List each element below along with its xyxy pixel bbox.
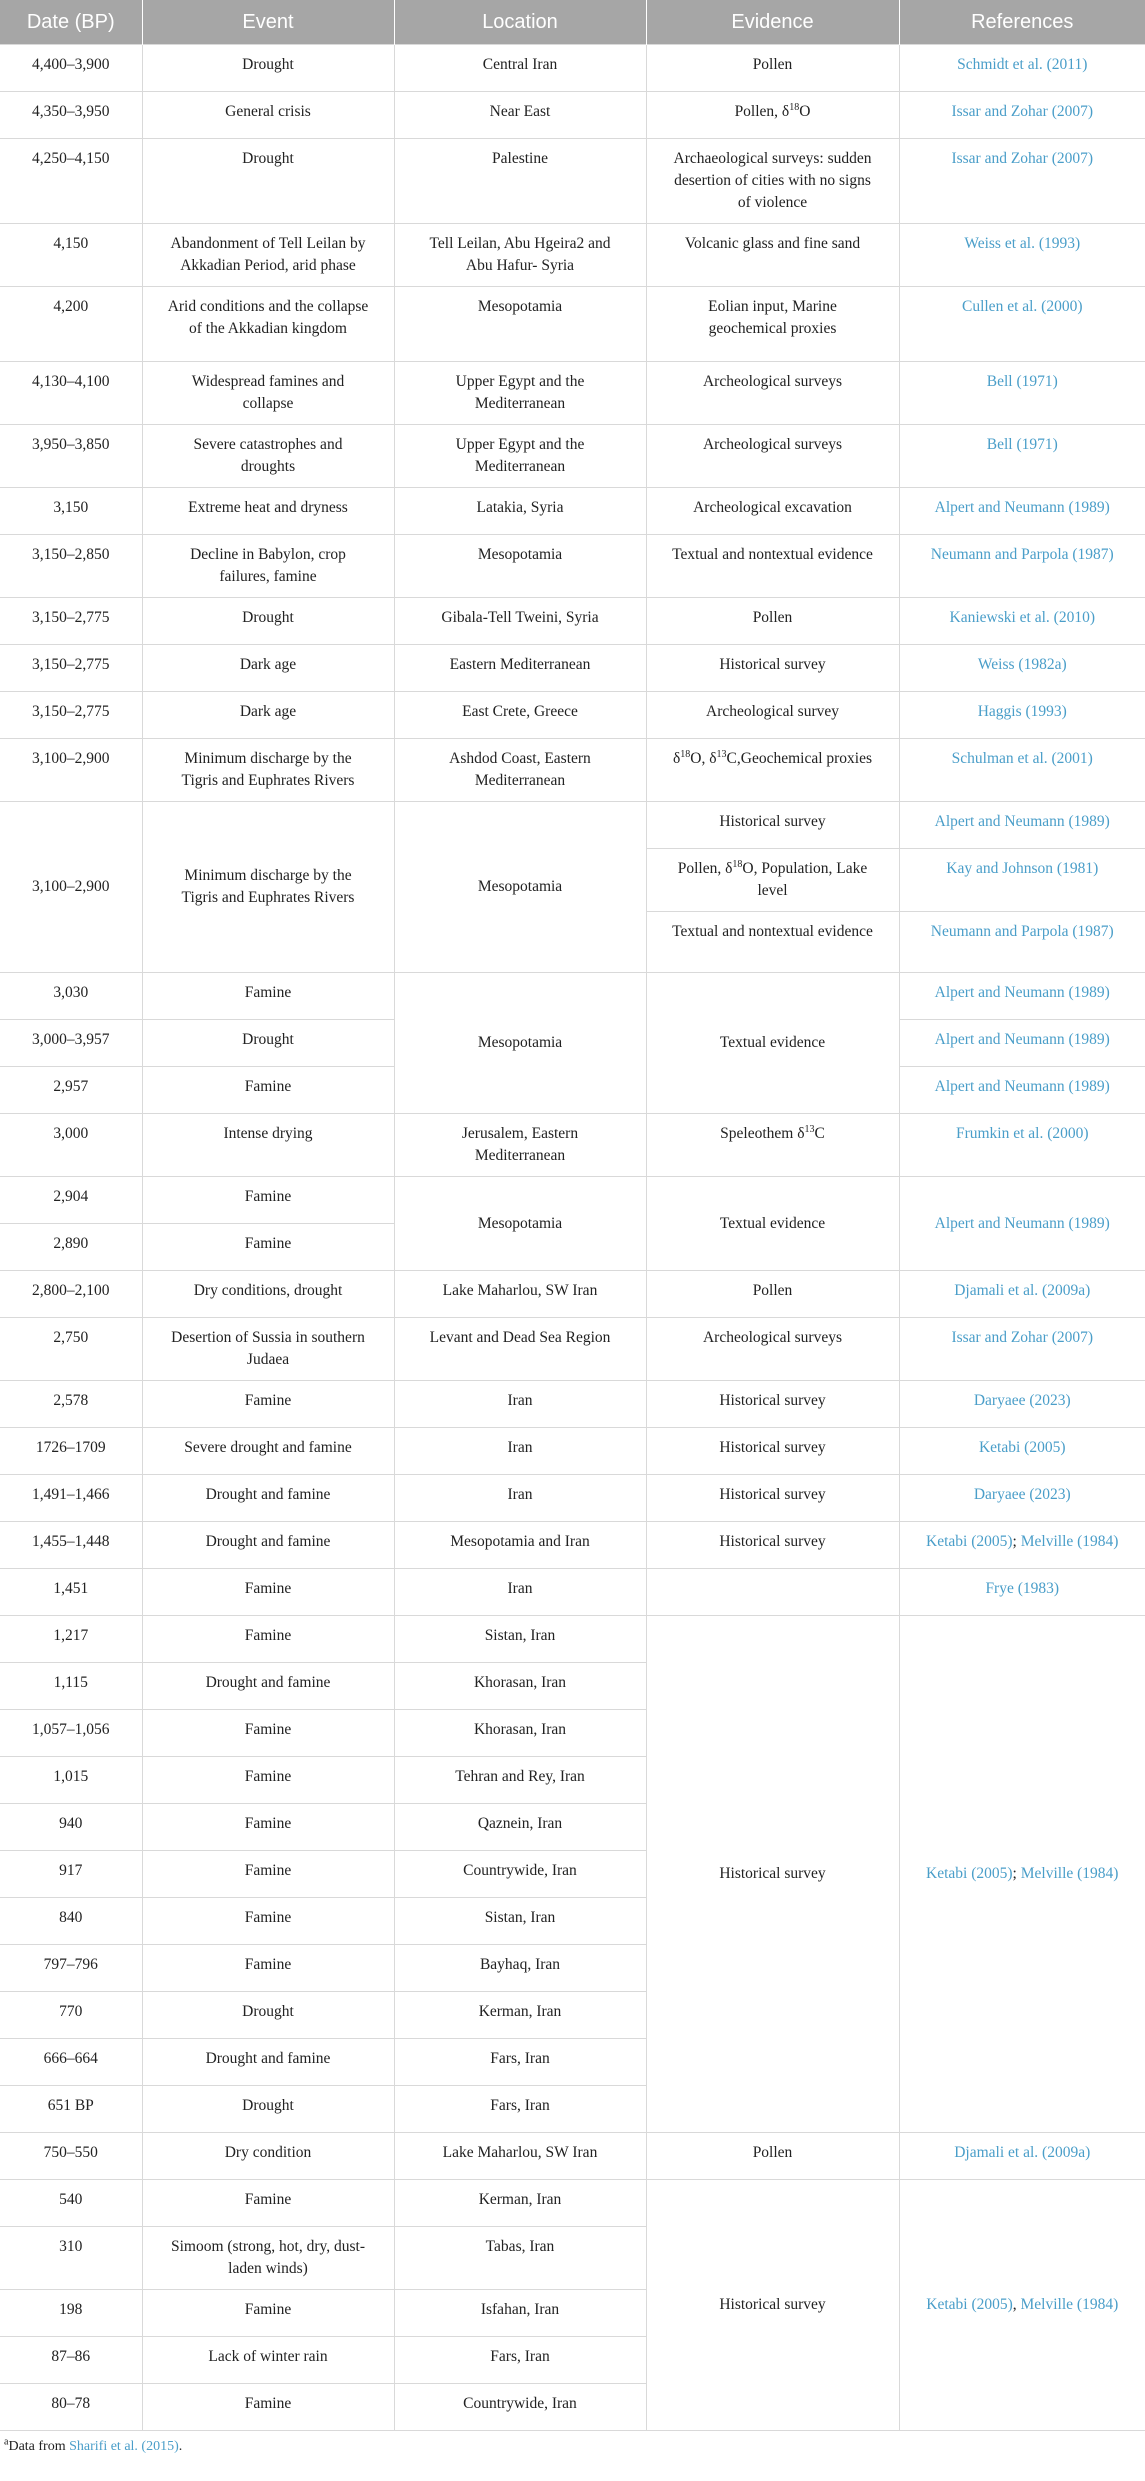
- event-cell: Drought and famine: [142, 2039, 394, 2086]
- evidence-cell: Pollen, $\delta^{18}O$: [646, 92, 899, 139]
- event-cell: Abandonment of Tell Leilan by Akkadian Period, arid phase: [142, 224, 394, 287]
- table-row: [0, 1114, 1145, 1177]
- location-cell: Countrywide, Iran: [394, 2384, 646, 2431]
- event-cell: Famine: [142, 1945, 394, 1992]
- location-cell: Qaznein, Iran: [394, 1804, 646, 1851]
- evidence-cell: Historical survey: [646, 1381, 899, 1428]
- event-cell: Minimum discharge by the Tigris and Euphrates Rivers: [142, 739, 394, 802]
- table-row: [0, 2133, 1145, 2180]
- event-cell: Drought: [142, 2086, 394, 2133]
- location-cell: Jerusalem, Eastern Mediterranean: [394, 1114, 646, 1177]
- date-cell: 80–78: [0, 2384, 142, 2431]
- date-cell: 3,150–2,850: [0, 535, 142, 598]
- event-cell: Drought and famine: [142, 1663, 394, 1710]
- event-cell: Famine: [142, 1804, 394, 1851]
- location-cell: Bayhaq, Iran: [394, 1945, 646, 1992]
- reference-link[interactable]: Neumann and Parpola (1987): [899, 535, 1145, 598]
- event-cell: Famine: [142, 1177, 394, 1224]
- reference-link[interactable]: Alpert and Neumann (1989): [899, 1067, 1145, 1114]
- event-cell: Dark age: [142, 692, 394, 739]
- reference-link[interactable]: Schmidt et al. (2011): [899, 45, 1145, 92]
- table-row: [0, 1475, 1145, 1522]
- location-cell: Levant and Dead Sea Region: [394, 1318, 646, 1381]
- event-cell: Drought and famine: [142, 1475, 394, 1522]
- reference-link[interactable]: Alpert and Neumann (1989): [899, 488, 1145, 535]
- reference-link[interactable]: Ketabi (2005): [899, 1428, 1145, 1475]
- location-cell: Sistan, Iran: [394, 1616, 646, 1663]
- reference-link[interactable]: Kaniewski et al. (2010): [899, 598, 1145, 645]
- table-row: [0, 1381, 1145, 1428]
- table-row: [0, 645, 1145, 692]
- table-row: [0, 1177, 1145, 1224]
- date-cell: 1,217: [0, 1616, 142, 1663]
- location-cell: Palestine: [394, 139, 646, 224]
- date-cell: 3,150: [0, 488, 142, 535]
- location-cell: Tell Leilan, Abu Hgeira2 and Abu Hafur- Syria: [394, 224, 646, 287]
- evidence-cell: Pollen, $\delta^{18}O$, Population, Lake level: [646, 849, 899, 912]
- table-row: [0, 224, 1145, 287]
- event-cell: Famine: [142, 1067, 394, 1114]
- table-row: [0, 488, 1145, 535]
- ref-link[interactable]: Melville (1984): [1020, 2296, 1119, 2313]
- date-cell: 2,904: [0, 1177, 142, 1224]
- reference-link[interactable]: Djamali et al. (2009a): [899, 1271, 1145, 1318]
- date-cell: 3,150–2,775: [0, 692, 142, 739]
- date-cell: 3,150–2,775: [0, 645, 142, 692]
- ref-link[interactable]: Melville (1984): [1020, 1533, 1119, 1550]
- reference-link[interactable]: Weiss (1982a): [899, 645, 1145, 692]
- footnote-end: .: [178, 2439, 183, 2454]
- event-cell: Drought: [142, 1992, 394, 2039]
- reference-link[interactable]: Daryaee (2023): [899, 1381, 1145, 1428]
- table-row: [0, 1569, 1145, 1616]
- location-cell: Khorasan, Iran: [394, 1710, 646, 1757]
- evidence-cell: Historical survey: [646, 1522, 899, 1569]
- reference-cell: Ketabi (2005); Melville (1984): [899, 1522, 1145, 1569]
- event-cell: Famine: [142, 1710, 394, 1757]
- evidence-cell: Archeological surveys: [646, 1318, 899, 1381]
- date-cell: 666–664: [0, 2039, 142, 2086]
- location-cell: Gibala-Tell Tweini, Syria: [394, 598, 646, 645]
- location-cell: Mesopotamia: [394, 802, 646, 973]
- date-cell: 4,150: [0, 224, 142, 287]
- table-row: [0, 1428, 1145, 1475]
- reference-link[interactable]: Weiss et al. (1993): [899, 224, 1145, 287]
- evidence-cell: Pollen: [646, 45, 899, 92]
- event-cell: Lack of winter rain: [142, 2337, 394, 2384]
- event-cell: Extreme heat and dryness: [142, 488, 394, 535]
- location-cell: Khorasan, Iran: [394, 1663, 646, 1710]
- event-cell: Desertion of Sussia in southern Judaea: [142, 1318, 394, 1381]
- evidence-cell: Volcanic glass and fine sand: [646, 224, 899, 287]
- event-cell: Drought: [142, 139, 394, 224]
- date-cell: 3,030: [0, 973, 142, 1020]
- location-cell: Tabas, Iran: [394, 2227, 646, 2290]
- location-cell: Countrywide, Iran: [394, 1851, 646, 1898]
- reference-cell: Ketabi (2005), Melville (1984): [899, 2180, 1145, 2431]
- event-cell: Famine: [142, 973, 394, 1020]
- date-cell: 2,890: [0, 1224, 142, 1271]
- date-cell: 4,350–3,950: [0, 92, 142, 139]
- date-cell: 4,250–4,150: [0, 139, 142, 224]
- reference-link[interactable]: Alpert and Neumann (1989): [899, 802, 1145, 849]
- date-cell: 2,750: [0, 1318, 142, 1381]
- reference-link[interactable]: Kay and Johnson (1981): [899, 849, 1145, 912]
- location-cell: Upper Egypt and the Mediterranean: [394, 425, 646, 488]
- date-cell: 3,000–3,957: [0, 1020, 142, 1067]
- reference-link[interactable]: Bell (1971): [899, 425, 1145, 488]
- reference-link[interactable]: Djamali et al. (2009a): [899, 2133, 1145, 2180]
- event-cell: Drought and famine: [142, 1522, 394, 1569]
- date-cell: 2,578: [0, 1381, 142, 1428]
- location-cell: Iran: [394, 1428, 646, 1475]
- evidence-cell: [646, 1569, 899, 1616]
- evidence-cell: Archeological excavation: [646, 488, 899, 535]
- event-cell: Famine: [142, 1224, 394, 1271]
- location-cell: Latakia, Syria: [394, 488, 646, 535]
- date-cell: 3,150–2,775: [0, 598, 142, 645]
- location-cell: Lake Maharlou, SW Iran: [394, 2133, 646, 2180]
- reference-link[interactable]: Issar and Zohar (2007): [899, 139, 1145, 224]
- evidence-cell: $\delta^{18}O$, $\delta^{13}C,Geochemical$ proxies: [646, 739, 899, 802]
- location-cell: Iran: [394, 1381, 646, 1428]
- date-cell: 770: [0, 1992, 142, 2039]
- location-cell: Mesopotamia: [394, 287, 646, 362]
- event-cell: Famine: [142, 2384, 394, 2431]
- date-cell: 3,100–2,900: [0, 739, 142, 802]
- table-row: [0, 1271, 1145, 1318]
- event-cell: Severe catastrophes and droughts: [142, 425, 394, 488]
- date-cell: 1,115: [0, 1663, 142, 1710]
- evidence-cell: Archeological surveys: [646, 362, 899, 425]
- ref-link[interactable]: Melville (1984): [1020, 1865, 1119, 1882]
- reference-link[interactable]: Daryaee (2023): [899, 1475, 1145, 1522]
- location-cell: Mesopotamia: [394, 535, 646, 598]
- date-cell: 4,200: [0, 287, 142, 362]
- evidence-cell: Textual and nontextual evidence: [646, 535, 899, 598]
- footnote-marker: a: [4, 2436, 9, 2448]
- date-cell: 917: [0, 1851, 142, 1898]
- header-date: Date (BP): [0, 0, 142, 45]
- date-cell: 3,100–2,900: [0, 802, 142, 973]
- date-cell: 4,130–4,100: [0, 362, 142, 425]
- event-cell: Severe drought and famine: [142, 1428, 394, 1475]
- date-cell: 651 BP: [0, 2086, 142, 2133]
- reference-link[interactable]: Alpert and Neumann (1989): [899, 1020, 1145, 1067]
- location-cell: Central Iran: [394, 45, 646, 92]
- event-cell: Decline in Babylon, crop failures, famine: [142, 535, 394, 598]
- table-row: [0, 802, 1145, 849]
- date-cell: 1,015: [0, 1757, 142, 1804]
- event-cell: Famine: [142, 1381, 394, 1428]
- event-cell: Drought: [142, 1020, 394, 1067]
- evidence-cell: Textual and nontextual evidence: [646, 912, 899, 973]
- location-cell: Iran: [394, 1475, 646, 1522]
- location-cell: Ashdod Coast, Eastern Mediterranean: [394, 739, 646, 802]
- event-cell: Widespread famines and collapse: [142, 362, 394, 425]
- table-row: [0, 425, 1145, 488]
- location-cell: Mesopotamia and Iran: [394, 1522, 646, 1569]
- table-row: [0, 598, 1145, 645]
- header-references: References: [899, 0, 1145, 45]
- date-cell: 3,950–3,850: [0, 425, 142, 488]
- date-cell: 198: [0, 2290, 142, 2337]
- event-cell: Simoom (strong, hot, dry, dust-laden winds): [142, 2227, 394, 2290]
- reference-link[interactable]: Frumkin et al. (2000): [899, 1114, 1145, 1177]
- table-body: [0, 45, 1145, 2431]
- date-cell: 940: [0, 1804, 142, 1851]
- footnote-text: Data from: [8, 2439, 70, 2454]
- reference-link[interactable]: Issar and Zohar (2007): [899, 92, 1145, 139]
- reference-cell: Ketabi (2005); Melville (1984): [899, 1616, 1145, 2133]
- evidence-cell: Textual evidence: [646, 973, 899, 1114]
- event-cell: Dry conditions, drought: [142, 1271, 394, 1318]
- table-row: [0, 973, 1145, 1020]
- date-cell: 840: [0, 1898, 142, 1945]
- location-cell: Kerman, Iran: [394, 1992, 646, 2039]
- table-row: [0, 692, 1145, 739]
- evidence-cell: Textual evidence: [646, 1177, 899, 1271]
- evidence-cell: Historical survey: [646, 1428, 899, 1475]
- evidence-cell: Pollen: [646, 598, 899, 645]
- date-cell: 1,451: [0, 1569, 142, 1616]
- reference-link[interactable]: Issar and Zohar (2007): [899, 1318, 1145, 1381]
- event-cell: Dry condition: [142, 2133, 394, 2180]
- reference-link[interactable]: Alpert and Neumann (1989): [899, 1177, 1145, 1271]
- date-cell: 1,057–1,056: [0, 1710, 142, 1757]
- table-row: [0, 1522, 1145, 1569]
- reference-link[interactable]: Neumann and Parpola (1987): [899, 912, 1145, 973]
- location-cell: Iran: [394, 1569, 646, 1616]
- date-cell: 87–86: [0, 2337, 142, 2384]
- date-cell: 750–550: [0, 2133, 142, 2180]
- event-cell: Famine: [142, 2290, 394, 2337]
- evidence-cell: Archaeological surveys: sudden desertion of cities with no signs of violence: [646, 139, 899, 224]
- table-row: [0, 1616, 1145, 1663]
- event-cell: Famine: [142, 1616, 394, 1663]
- event-cell: Dark age: [142, 645, 394, 692]
- location-cell: Lake Maharlou, SW Iran: [394, 1271, 646, 1318]
- ref-link[interactable]: Ketabi (2005): [926, 1865, 1013, 1882]
- event-cell: Minimum discharge by the Tigris and Euphrates Rivers: [142, 802, 394, 973]
- evidence-cell: Pollen: [646, 2133, 899, 2180]
- evidence-cell: Historical survey: [646, 1475, 899, 1522]
- footnote: [0, 2431, 1145, 2463]
- ref-link[interactable]: Ketabi (2005): [926, 1533, 1013, 1550]
- event-cell: Famine: [142, 1851, 394, 1898]
- table-row: [0, 535, 1145, 598]
- reference-link[interactable]: Cullen et al. (2000): [899, 287, 1145, 362]
- location-cell: Mesopotamia: [394, 1177, 646, 1271]
- date-cell: 310: [0, 2227, 142, 2290]
- event-cell: Arid conditions and the collapse of the Akkadian kingdom: [142, 287, 394, 362]
- location-cell: East Crete, Greece: [394, 692, 646, 739]
- event-cell: Famine: [142, 1898, 394, 1945]
- evidence-cell: Pollen: [646, 1271, 899, 1318]
- date-cell: 797–796: [0, 1945, 142, 1992]
- date-cell: 3,000: [0, 1114, 142, 1177]
- evidence-cell: Archeological surveys: [646, 425, 899, 488]
- header-location: Location: [394, 0, 646, 45]
- evidence-cell: Archeological survey: [646, 692, 899, 739]
- header-evidence: Evidence: [646, 0, 899, 45]
- location-cell: Eastern Mediterranean: [394, 645, 646, 692]
- event-cell: General crisis: [142, 92, 394, 139]
- event-cell: Intense drying: [142, 1114, 394, 1177]
- footnote-ref-link[interactable]: Sharifi et al. (2015): [69, 2439, 179, 2454]
- table-row: [0, 45, 1145, 92]
- date-cell: 2,800–2,100: [0, 1271, 142, 1318]
- location-cell: Mesopotamia: [394, 973, 646, 1114]
- location-cell: Sistan, Iran: [394, 1898, 646, 1945]
- location-cell: Fars, Iran: [394, 2337, 646, 2384]
- location-cell: Isfahan, Iran: [394, 2290, 646, 2337]
- event-cell: Drought: [142, 598, 394, 645]
- date-cell: 1,491–1,466: [0, 1475, 142, 1522]
- table-row: [0, 739, 1145, 802]
- location-cell: Fars, Iran: [394, 2086, 646, 2133]
- location-cell: Fars, Iran: [394, 2039, 646, 2086]
- event-cell: Drought: [142, 45, 394, 92]
- table-row: [0, 2180, 1145, 2227]
- evidence-cell: Speleothem $\delta^{13}C$: [646, 1114, 899, 1177]
- event-cell: Famine: [142, 1569, 394, 1616]
- table-row: [0, 287, 1145, 362]
- location-cell: Kerman, Iran: [394, 2180, 646, 2227]
- header-event: Event: [142, 0, 394, 45]
- date-cell: 2,957: [0, 1067, 142, 1114]
- evidence-cell: Historical survey: [646, 1616, 899, 2133]
- reference-link[interactable]: Alpert and Neumann (1989): [899, 973, 1145, 1020]
- reference-link[interactable]: Frye (1983): [899, 1569, 1145, 1616]
- table-row: [0, 139, 1145, 224]
- date-cell: 540: [0, 2180, 142, 2227]
- evidence-cell: Historical survey: [646, 2180, 899, 2431]
- header-row: [0, 0, 1145, 45]
- evidence-cell: Eolian input, Marine geochemical proxies: [646, 287, 899, 362]
- reference-link[interactable]: Bell (1971): [899, 362, 1145, 425]
- evidence-cell: Historical survey: [646, 802, 899, 849]
- date-cell: 1,455–1,448: [0, 1522, 142, 1569]
- reference-link[interactable]: Schulman et al. (2001): [899, 739, 1145, 802]
- location-cell: Upper Egypt and the Mediterranean: [394, 362, 646, 425]
- date-cell: 1726–1709: [0, 1428, 142, 1475]
- reference-link[interactable]: Haggis (1993): [899, 692, 1145, 739]
- location-cell: Tehran and Rey, Iran: [394, 1757, 646, 1804]
- location-cell: Near East: [394, 92, 646, 139]
- event-cell: Famine: [142, 1757, 394, 1804]
- date-cell: 4,400–3,900: [0, 45, 142, 92]
- table-row: [0, 92, 1145, 139]
- evidence-cell: Historical survey: [646, 645, 899, 692]
- table-row: [0, 1318, 1145, 1381]
- event-cell: Famine: [142, 2180, 394, 2227]
- ref-link[interactable]: Ketabi (2005): [926, 2296, 1013, 2313]
- table-row: [0, 362, 1145, 425]
